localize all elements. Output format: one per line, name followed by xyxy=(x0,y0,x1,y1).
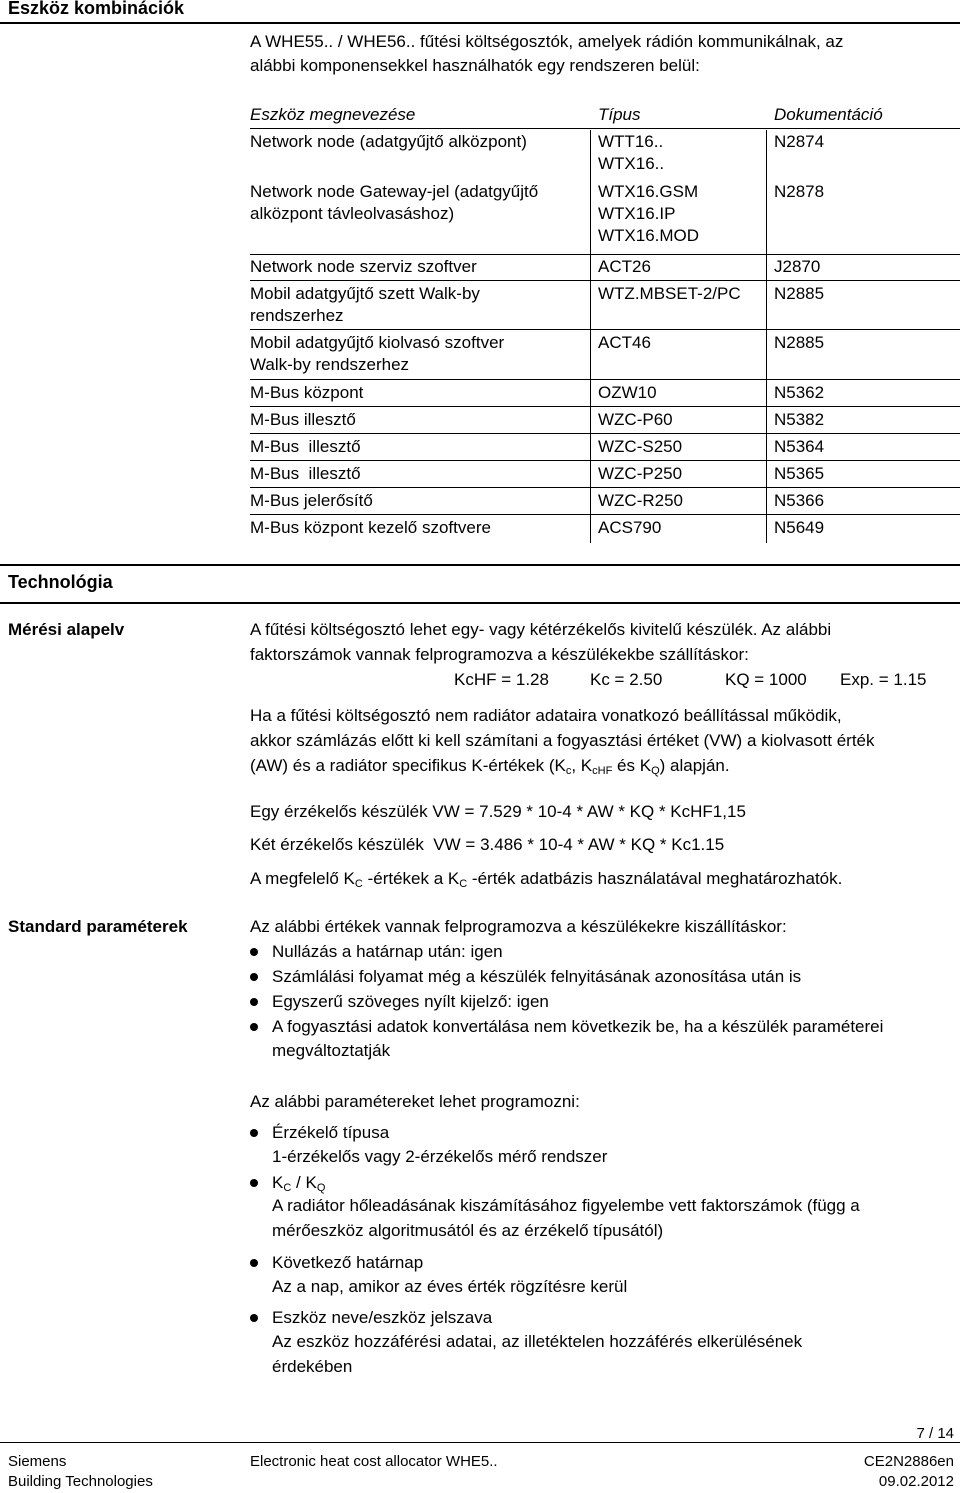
prog-desc: érdekében xyxy=(272,1357,353,1376)
table-cell-type: WZC-S250 xyxy=(598,437,683,456)
meresi-p2-line1: Ha a fűtési költségosztó nem radiátor adataira vonatkozó beállítással működik, xyxy=(250,706,842,725)
list-item-text: Számlálási folyamat még a készülék felnyitásának azonosítása után is xyxy=(272,967,802,986)
table-cell-doc: N5365 xyxy=(774,464,825,483)
header-rule xyxy=(0,22,960,24)
footer-company: Siemens xyxy=(8,1453,67,1470)
table-row-rule xyxy=(250,280,960,281)
table-cell-doc: N5364 xyxy=(774,437,825,456)
table-row-rule xyxy=(250,433,960,434)
table-cell-doc: N5382 xyxy=(774,410,825,429)
table-cell-doc: N5649 xyxy=(774,518,825,537)
page-number: 7 / 14 xyxy=(916,1425,954,1442)
prog-desc: Az a nap, amikor az éves érték rögzítésre kerül xyxy=(272,1277,628,1296)
table-cell-type: WZC-R250 xyxy=(598,491,684,510)
section-rule xyxy=(0,564,960,566)
text-span: és K xyxy=(612,756,652,775)
subscript: Q xyxy=(316,1182,326,1194)
table-cell-name: M-Bus központ kezelő szoftvere xyxy=(250,518,491,537)
bullet-icon xyxy=(250,948,258,956)
factor-kc: Kc = 2.50 xyxy=(590,670,663,689)
prog-desc: 1-érzékelős vagy 2-érzékelős mérő rendszer xyxy=(272,1147,608,1166)
table-cell-doc: N2874 xyxy=(774,132,825,151)
table-cell-name: Mobil adatgyűjtő kiolvasó szoftver Walk-by rendszerhez xyxy=(250,333,505,374)
table-row-rule xyxy=(250,329,960,330)
prog-desc: Az eszköz hozzáférési adatai, az illetéktelen hozzáférés elkerülésének xyxy=(272,1332,803,1351)
intro-line-1: A WHE55.. / WHE56.. fűtési költségosztók, amelyek rádión kommunikálnak, az xyxy=(250,32,844,51)
formula-two-sensor: Két érzékelős készülék VW = 3.486 * 10-4 * AW * KQ * Kc1.15 xyxy=(250,835,725,854)
table-cell-name: Mobil adatgyűjtő szett Walk-by rendszerhez xyxy=(250,284,480,325)
footer-date: 09.02.2012 xyxy=(878,1473,954,1490)
text-span: -érték adatbázis használatával meghatározhatók. xyxy=(467,869,843,888)
table-row-rule xyxy=(250,460,960,461)
table-cell-doc: N2885 xyxy=(774,284,825,303)
table-row-rule xyxy=(250,254,960,255)
list-item-text: Nullázás a határnap után: igen xyxy=(272,942,503,961)
table-cell-name: Network node szerviz szoftver xyxy=(250,257,477,276)
table-cell-name: M-Bus illesztő xyxy=(250,410,356,429)
footer-doc-code: CE2N2886en xyxy=(863,1453,954,1470)
meresi-p1-line2: faktorszámok vannak felprogramozva a készülékekbe szállításkor: xyxy=(250,645,749,664)
table-row-rule xyxy=(250,406,960,407)
meresi-p3 xyxy=(250,868,842,895)
list-item-text: Következő határnap xyxy=(272,1253,424,1272)
text-span: A megfelelő K xyxy=(250,869,355,888)
text-span: -értékek a K xyxy=(362,869,460,888)
table-cell-type: ACT26 xyxy=(598,257,651,276)
table-column-divider xyxy=(590,130,591,543)
text-span: / K xyxy=(291,1173,317,1192)
prog-intro: Az alábbi paramétereket lehet programozni: xyxy=(250,1092,580,1111)
table-cell-doc: N2878 xyxy=(774,182,825,201)
bullet-icon xyxy=(250,1259,258,1267)
text-span: K xyxy=(272,1173,284,1192)
list-item-text: Egyszerű szöveges nyílt kijelző: igen xyxy=(272,992,549,1011)
standard-intro: Az alábbi értékek vannak felprogramozva a készülékekre kiszállításkor: xyxy=(250,917,787,936)
section-rule xyxy=(0,602,960,604)
subscript: c xyxy=(565,765,572,777)
table-row-rule xyxy=(250,514,960,515)
table-cell-type: WTX16.GSM WTX16.IP WTX16.MOD xyxy=(598,182,700,245)
meresi-label: Mérési alapelv xyxy=(8,620,125,639)
table-cell-type: WZC-P250 xyxy=(598,464,683,483)
table-row-rule xyxy=(250,487,960,488)
text-span: , K xyxy=(571,756,593,775)
table-header-rule xyxy=(250,128,960,129)
prog-desc: A radiátor hőleadásának kiszámításához figyelembe vett faktorszámok (függ a xyxy=(272,1196,860,1215)
bullet-icon xyxy=(250,1314,258,1322)
factor-exp: Exp. = 1.15 xyxy=(840,670,927,689)
text-span: ) alapján. xyxy=(659,756,730,775)
table-cell-doc: N5362 xyxy=(774,383,825,402)
table-cell-name: M-Bus központ xyxy=(250,383,364,402)
table-cell-doc: N5366 xyxy=(774,491,825,510)
list-item-text: A fogyasztási adatok konvertálása nem következik be, ha a készülék paraméterei xyxy=(272,1017,884,1036)
factor-kchf: KcHF = 1.28 xyxy=(454,670,549,689)
table-cell-doc: N2885 xyxy=(774,333,825,352)
bullet-icon xyxy=(250,1023,258,1031)
footer-doc-title: Electronic heat cost allocator WHE5.. xyxy=(250,1453,498,1470)
text-span: (AW) és a radiátor specifikus K-értékek (K xyxy=(250,756,566,775)
meresi-p2-line2: akkor számlázás előtt ki kell számítani a fogyasztási értéket (VW) a kiolvasott érték xyxy=(250,731,875,750)
subscript: Q xyxy=(651,765,660,777)
table-cell-type: ACS790 xyxy=(598,518,662,537)
footer-rule xyxy=(0,1442,960,1443)
list-item-continuation: megváltoztatják xyxy=(272,1041,391,1060)
bullet-icon xyxy=(250,973,258,981)
meresi-p1-line1: A fűtési költségosztó lehet egy- vagy kétérzékelős kivitelű készülék. Az alábbi xyxy=(250,620,832,639)
table-cell-name: Network node Gateway-jel (adatgyűjtő alközpont távleolvasáshoz) xyxy=(250,182,539,223)
subscript: C xyxy=(459,878,468,890)
list-item-text: Érzékelő típusa xyxy=(272,1123,390,1142)
table-header-name: Eszköz megnevezése xyxy=(250,105,416,124)
section-title-technologia: Technológia xyxy=(8,572,113,592)
list-item-text: Eszköz neve/eszköz jelszava xyxy=(272,1308,493,1327)
table-column-divider xyxy=(766,130,767,543)
table-cell-name: M-Bus jelerősítő xyxy=(250,491,373,510)
table-cell-type: ACT46 xyxy=(598,333,651,352)
table-cell-name: M-Bus illesztő xyxy=(250,464,361,483)
bullet-icon xyxy=(250,1129,258,1137)
factor-kq: KQ = 1000 xyxy=(725,670,807,689)
intro-line-2: alábbi komponensekkel használhatók egy rendszeren belül: xyxy=(250,56,700,75)
subscript: C xyxy=(354,878,363,890)
subscript: C xyxy=(283,1182,292,1194)
table-cell-type: OZW10 xyxy=(598,383,657,402)
table-row-rule xyxy=(250,379,960,380)
table-cell-type: WTZ.MBSET-2/PC xyxy=(598,284,741,303)
table-cell-type: WZC-P60 xyxy=(598,410,673,429)
meresi-p2-line3 xyxy=(250,755,730,782)
table-header-doc: Dokumentáció xyxy=(774,105,883,124)
bullet-icon xyxy=(250,1179,258,1187)
prog-desc: mérőeszköz algoritmusától és az érzékelő típusától) xyxy=(272,1221,664,1240)
table-header-type: Típus xyxy=(598,105,641,124)
footer-division: Building Technologies xyxy=(8,1473,153,1490)
table-cell-type: WTT16.. WTX16.. xyxy=(598,132,665,173)
table-cell-name: Network node (adatgyűjtő alközpont) xyxy=(250,132,527,151)
table-cell-name: M-Bus illesztő xyxy=(250,437,361,456)
page-title: Eszköz kombinációk xyxy=(8,0,185,18)
standard-label: Standard paraméterek xyxy=(8,917,188,936)
formula-one-sensor: Egy érzékelős készülék VW = 7.529 * 10-4 * AW * KQ * KcHF1,15 xyxy=(250,802,746,821)
table-cell-doc: J2870 xyxy=(774,257,821,276)
bullet-icon xyxy=(250,998,258,1006)
subscript: cHF xyxy=(592,765,613,777)
